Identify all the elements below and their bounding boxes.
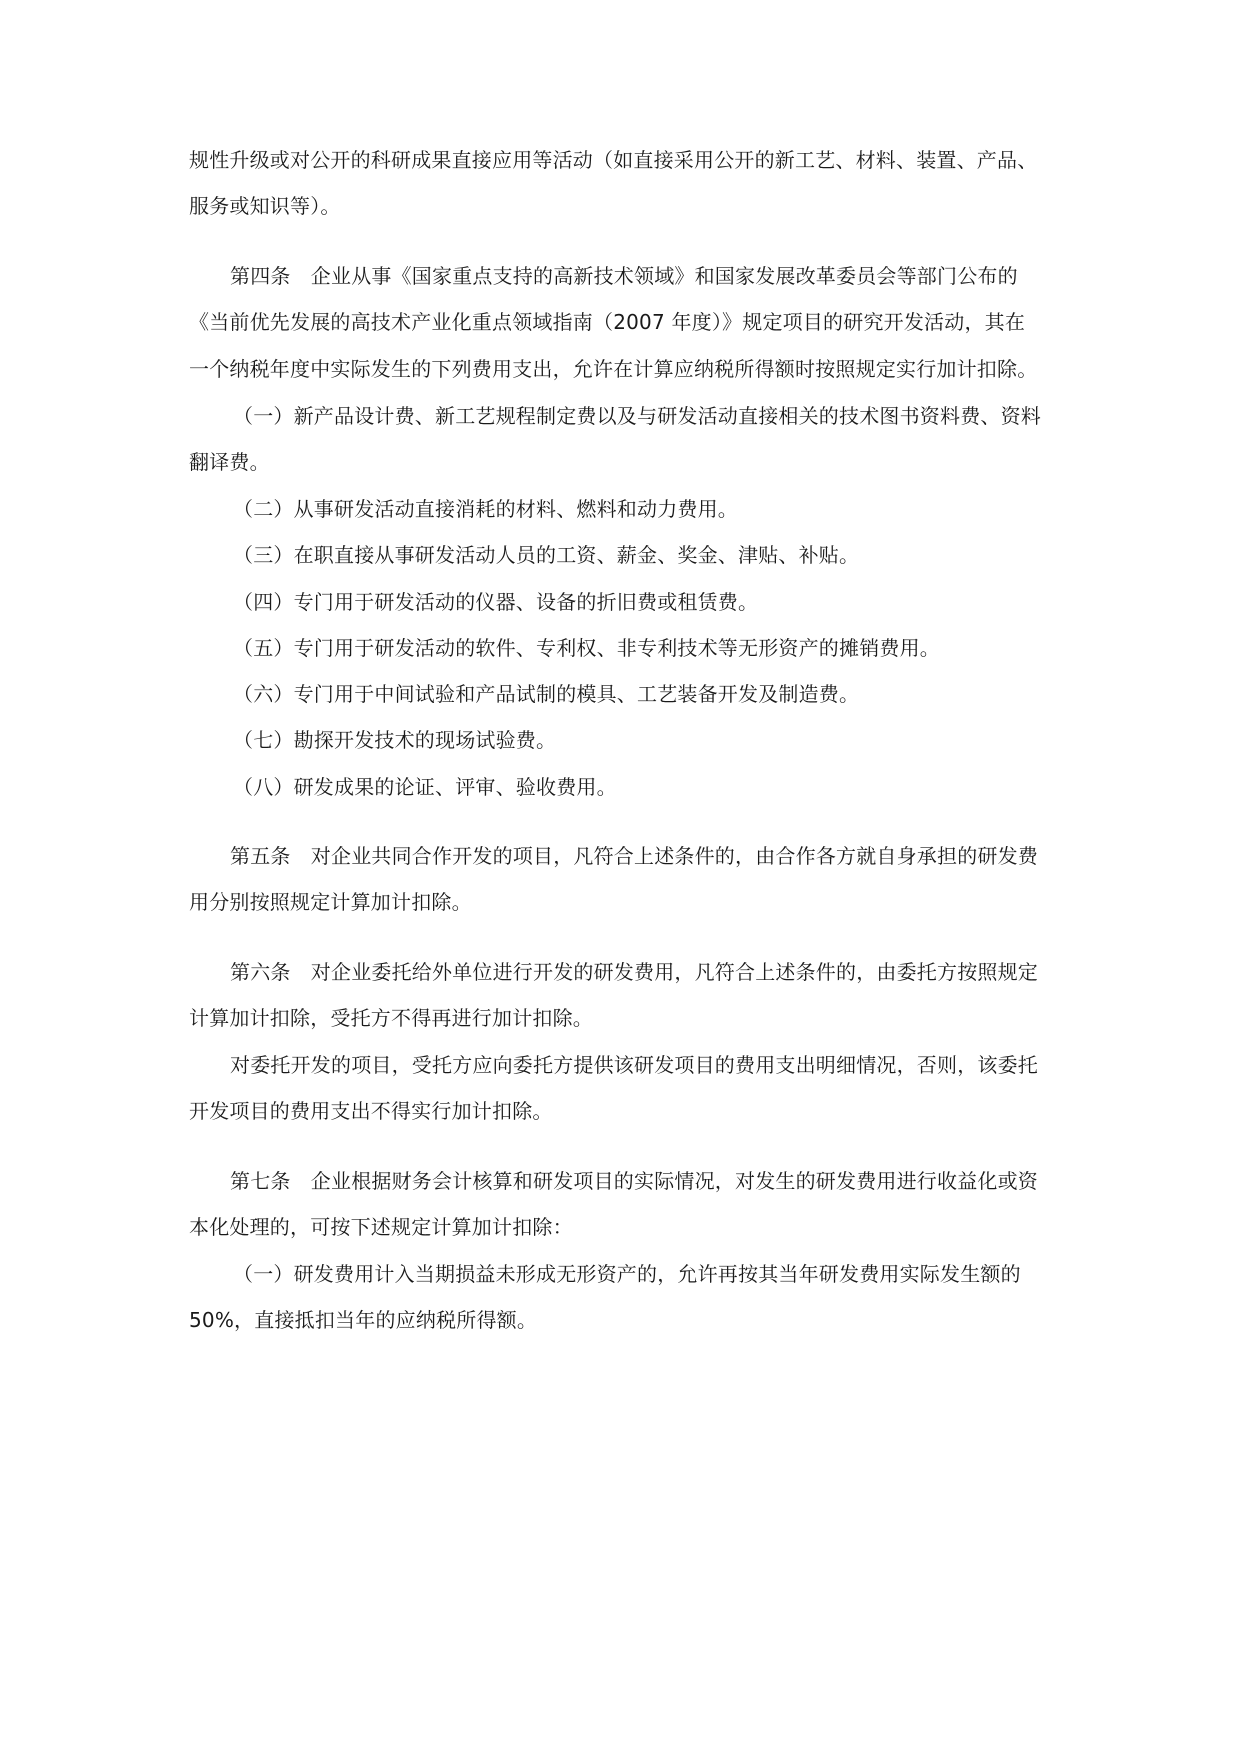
- text-line: 本化处理的，可按下述规定计算加计扣除：: [189, 1215, 573, 1239]
- paragraph-start-line: 对委托开发的项目，受托方应向委托方提供该研发项目的费用支出明细情况，否则，该委托: [230, 1053, 1038, 1077]
- text-line: 规性升级或对公开的科研成果直接应用等活动（如直接采用公开的新工艺、材料、装置、产品、: [189, 148, 1038, 172]
- list-item-2: （二）从事研发活动直接消耗的材料、燃料和动力费用。: [233, 497, 738, 521]
- text-line: 计算加计扣除，受托方不得再进行加计扣除。: [189, 1006, 593, 1030]
- list-item-1: （一）新产品设计费、新工艺规程制定费以及与研发活动直接相关的技术图书资料费、资料: [233, 404, 1041, 428]
- text-line: 开发项目的费用支出不得实行加计扣除。: [189, 1099, 553, 1123]
- list-item-4: （四）专门用于研发活动的仪器、设备的折旧费或租赁费。: [233, 590, 759, 614]
- list-item-5: （五）专门用于研发活动的软件、专利权、非专利技术等无形资产的摊销费用。: [233, 636, 940, 660]
- article-5-heading-line: 第五条 对企业共同合作开发的项目，凡符合上述条件的，由合作各方就自身承担的研发费: [230, 844, 1038, 868]
- text-line: 翻译费。: [189, 450, 270, 474]
- list-item-1: （一）研发费用计入当期损益未形成无形资产的，允许再按其当年研发费用实际发生额的: [233, 1262, 1021, 1286]
- text-line: 50%，直接抵扣当年的应纳税所得额。: [189, 1308, 538, 1332]
- article-7-heading-line: 第七条 企业根据财务会计核算和研发项目的实际情况，对发生的研发费用进行收益化或资: [230, 1169, 1038, 1193]
- list-item-3: （三）在职直接从事研发活动人员的工资、薪金、奖金、津贴、补贴。: [233, 543, 860, 567]
- article-6-heading-line: 第六条 对企业委托给外单位进行开发的研发费用，凡符合上述条件的，由委托方按照规定: [230, 960, 1038, 984]
- list-item-7: （七）勘探开发技术的现场试验费。: [233, 728, 557, 752]
- text-line: 用分别按照规定计算加计扣除。: [189, 890, 472, 914]
- text-line: 服务或知识等）。: [189, 194, 341, 218]
- article-4-heading-line: 第四条 企业从事《国家重点支持的高新技术领域》和国家发展改革委员会等部门公布的: [230, 264, 1018, 288]
- text-line: 一个纳税年度中实际发生的下列费用支出，允许在计算应纳税所得额时按照规定实行加计扣除。: [189, 357, 1038, 381]
- list-item-6: （六）专门用于中间试验和产品试制的模具、工艺装备开发及制造费。: [233, 682, 860, 706]
- text-line: 《当前优先发展的高技术产业化重点领域指南（2007 年度）》规定项目的研究开发活动，其在: [189, 310, 1026, 334]
- list-item-8: （八）研发成果的论证、评审、验收费用。: [233, 775, 617, 799]
